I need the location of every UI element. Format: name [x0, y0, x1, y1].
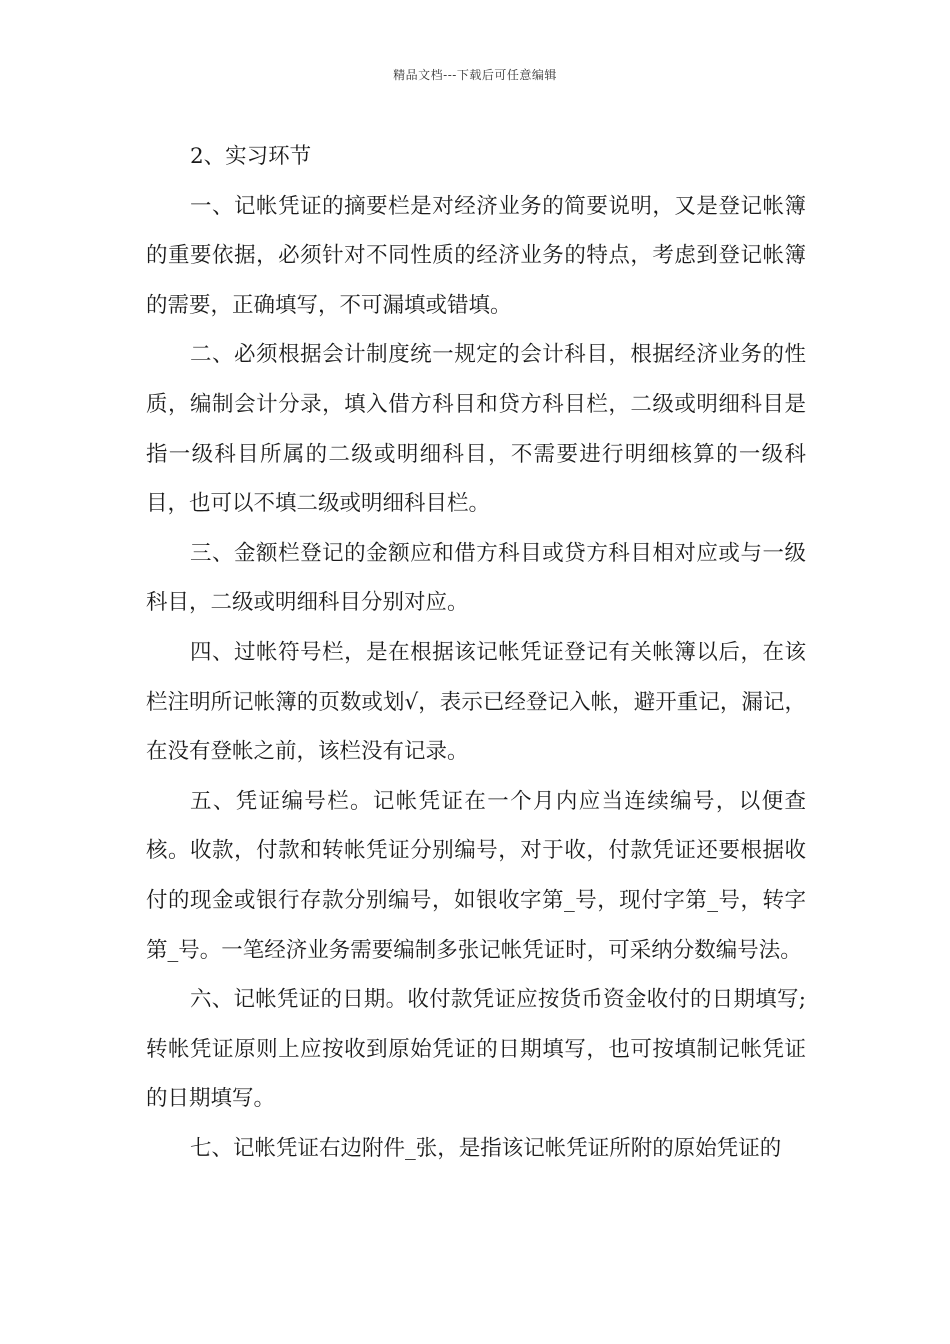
paragraph-4: 四、过帐符号栏，是在根据该记帐凭证登记有关帐簿以后，在该栏注明所记帐簿的页数或划√，表示已经登记入帐，避开重记，漏记，在没有登帐之前，该栏没有记录。 — [146, 639, 806, 765]
paragraph-3: 三、金额栏登记的金额应和借方科目或贷方科目相对应或与一级科目，二级或明细科目分别对应。 — [146, 540, 806, 616]
document-body — [146, 132, 806, 1173]
paragraph-5: 五、凭证编号栏。记帐凭证在一个月内应当连续编号，以便查核。收款，付款和转帐凭证分别编号，对于收，付款凭证还要根据收付的现金或银行存款分别编号，如银收字第_号，现付字第_号，转字第_号。一笔经济业务需要编制多张记帐凭证时，可采纳分数编号法。 — [146, 788, 806, 963]
paragraph-7: 七、记帐凭证右边附件_张，是指该记帐凭证所附的原始凭证的 — [190, 1135, 782, 1161]
paragraph-1: 一、记帐凭证的摘要栏是对经济业务的简要说明，又是登记帐簿的重要依据，必须针对不同性质的经济业务的特点，考虑到登记帐簿的需要，正确填写，不可漏填或错填。 — [146, 193, 806, 318]
paragraph-2: 二、必须根据会计制度统一规定的会计科目，根据经济业务的性质，编制会计分录，填入借方科目和贷方科目栏，二级或明细科目是指一级科目所属的二级或明细科目，不需要进行明细核算的一级科目，也可以不填二级或明细科目栏。 — [146, 342, 806, 517]
paragraph-6: 六、记帐凭证的日期。收付款凭证应按货币资金收付的日期填写;转帐凭证原则上应按收到原始凭证的日期填写，也可按填制记帐凭证的日期填写。 — [146, 987, 806, 1112]
section-title: 2、实习环节 — [190, 144, 312, 169]
page-header: 精品文档---下载后可任意编辑 — [393, 68, 557, 82]
